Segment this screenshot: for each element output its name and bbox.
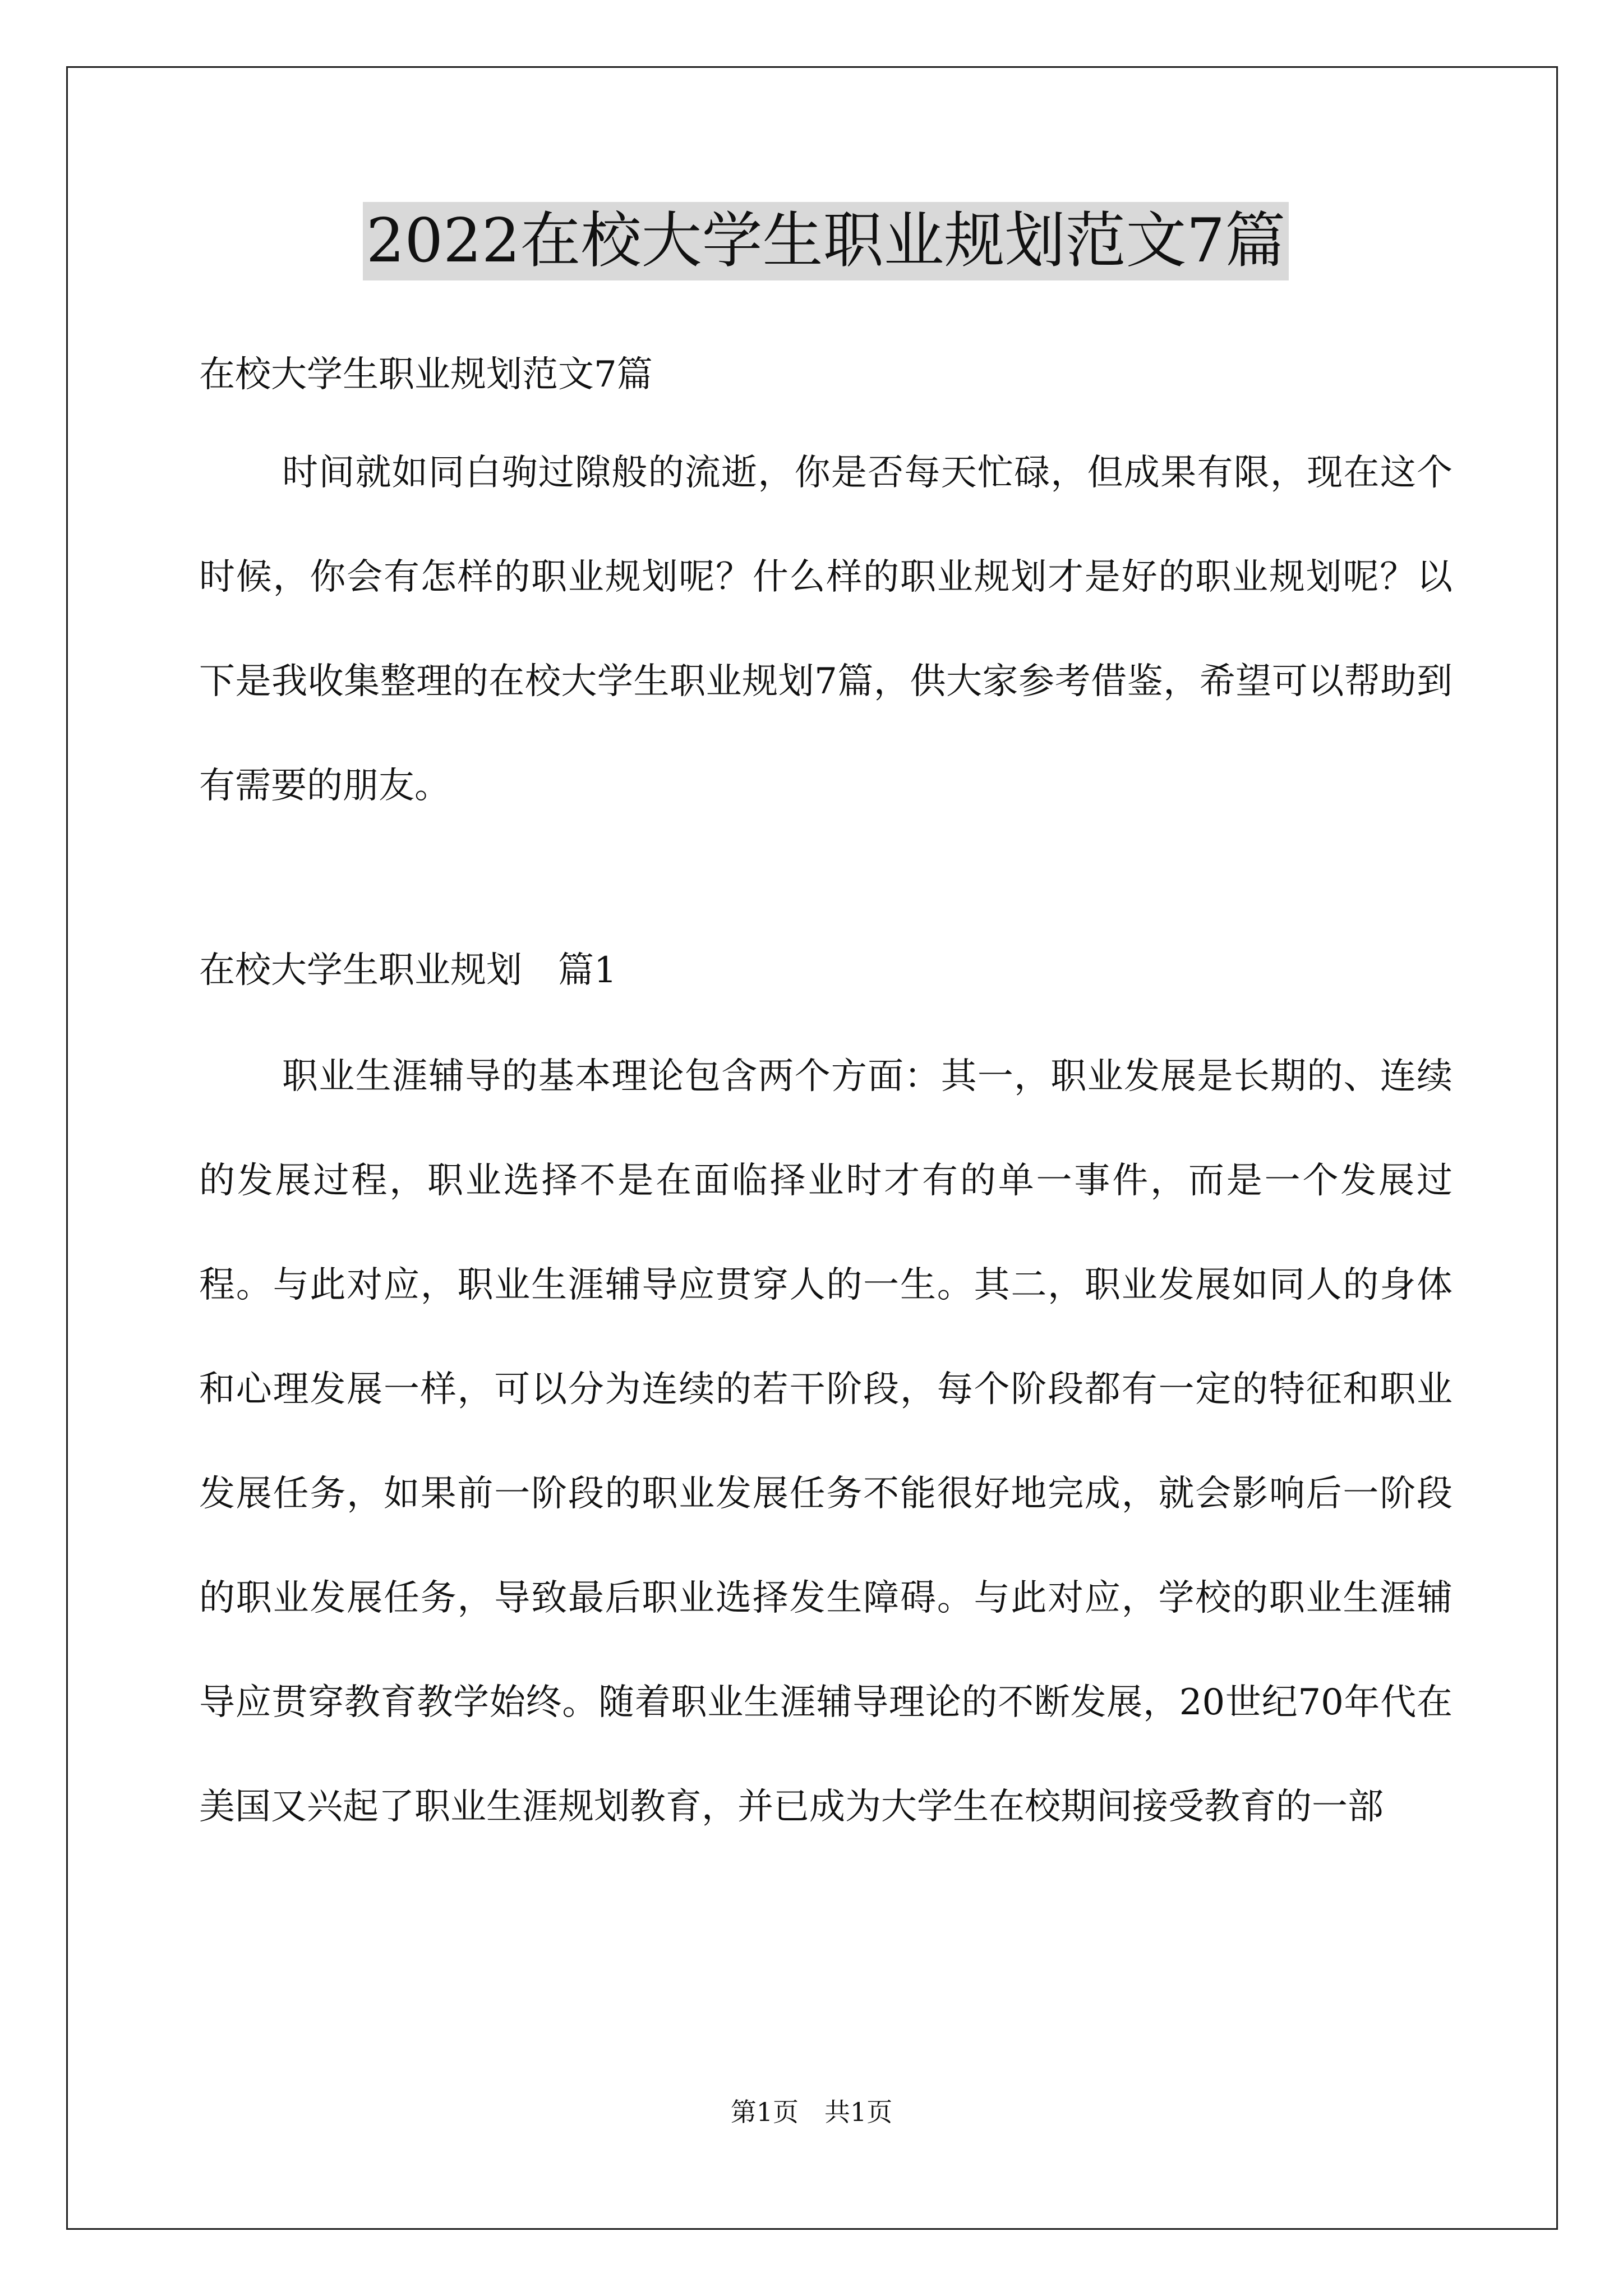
section-heading: 在校大学生职业规划 篇1 bbox=[199, 950, 617, 991]
document-title: 2022在校大学生职业规划范文7篇 bbox=[363, 202, 1289, 280]
section-paragraph: 职业生涯辅导的基本理论包含两个方面：其一，职业发展是长期的、连续的发展过程，职业选择不是在面临择业时才有的单一事件，而是一个发展过程。与此对应，职业生涯辅导应贯穿人的一生。其二，职业发展如同人的身体和心理发展一样，可以分为连续的若干阶段，每个阶段都有一定的特征和职业发展任务，如果前一阶段的职业发展任务不能很好地完成，就会影响后一阶段的职业发展任务，导致最后职业选择发生障碍。与此对应，学校的职业生涯辅导应贯穿教育教学始终。随着职业生涯辅导理论的不断发展，20世纪70年代在美国又兴起了职业生涯规划教育，并已成为大学生在校期间接受教育的一部 bbox=[199, 1056, 1453, 1828]
title-block bbox=[199, 202, 1453, 280]
page-footer: 第1页 共1页 bbox=[730, 2097, 893, 2127]
document-body bbox=[199, 202, 1453, 1859]
document-subtitle: 在校大学生职业规划范文7篇 bbox=[199, 354, 653, 395]
intro-paragraph: 时间就如同白驹过隙般的流逝，你是否每天忙碌，但成果有限，现在这个时候，你会有怎样的职业规划呢？什么样的职业规划才是好的职业规划呢？以下是我收集整理的在校大学生职业规划7篇，供大家参考借鉴，希望可以帮助到有需要的朋友。 bbox=[199, 452, 1453, 807]
